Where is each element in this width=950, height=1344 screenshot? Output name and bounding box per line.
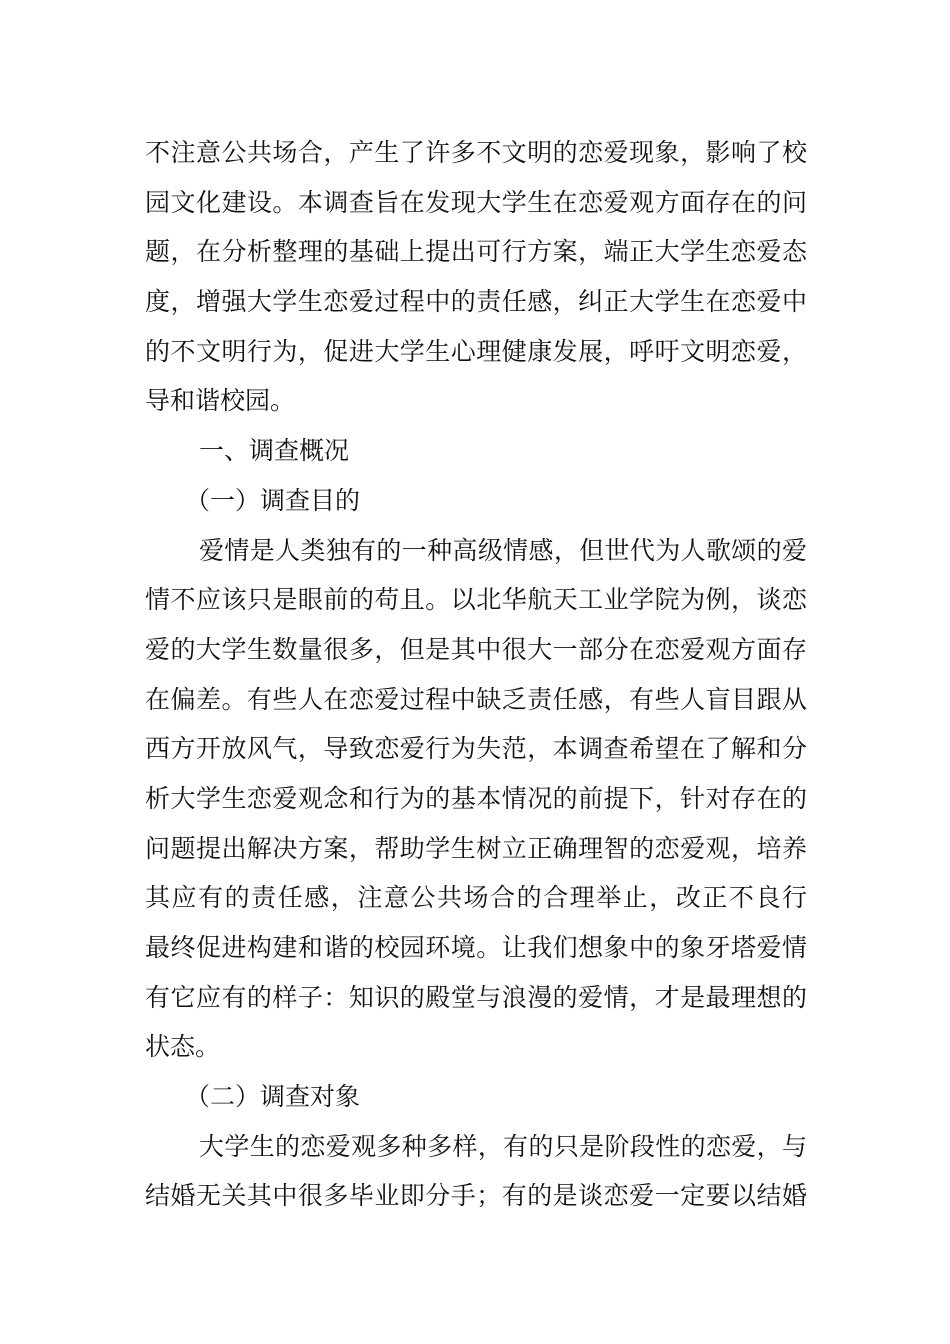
text-line: 爱情是人类独有的一种高级情感，但世代为人歌颂的爱	[199, 535, 807, 565]
text-line: 最终促进构建和谐的校园环境。让我们想象中的象牙塔爱情	[145, 933, 807, 962]
section-heading-overview: 一、调查概况	[199, 436, 350, 466]
text-line: 题，在分析整理的基础上提出可行方案，端正大学生恋爱态	[145, 237, 807, 267]
text-line: 状态。	[145, 1032, 221, 1062]
text-line: 爱的大学生数量很多，但是其中很大一部分在恋爱观方面存	[145, 634, 807, 664]
text-line: 析大学生恋爱观念和行为的基本情况的前提下，针对存在的	[145, 783, 807, 813]
paragraph-purpose	[145, 526, 807, 1073]
text-line: 在偏差。有些人在恋爱过程中缺乏责任感，有些人盲目跟从	[145, 684, 807, 714]
text-line: 的不文明行为，促进大学生心理健康发展，呼吁文明恋爱，	[145, 336, 807, 366]
text-line: 有它应有的样子：知识的殿堂与浪漫的爱情，才是最理想的	[145, 982, 807, 1012]
text-line: 问题提出解决方案，帮助学生树立正确理智的恋爱观，培养	[145, 833, 807, 863]
document-page	[145, 128, 807, 1221]
paragraph-subjects	[145, 1122, 807, 1221]
text-line: 导和谐校园。	[145, 386, 296, 416]
text-line: 度，增强大学生恋爱过程中的责任感，纠正大学生在恋爱中	[145, 287, 807, 317]
subsection-heading-subjects: （二）调查对象	[185, 1082, 361, 1112]
paragraph-intro-continued	[145, 128, 807, 426]
text-line: 不注意公共场合，产生了许多不文明的恋爱现象，影响了校	[145, 138, 807, 167]
text-line: 结婚无关其中很多毕业即分手；有的是谈恋爱一定要以结婚	[145, 1181, 807, 1211]
text-line: 西方开放风气，导致恋爱行为失范，本调查希望在了解和分	[145, 734, 807, 764]
text-line: 园文化建设。本调查旨在发现大学生在恋爱观方面存在的问	[145, 187, 807, 217]
text-line: 大学生的恋爱观多种多样，有的只是阶段性的恋爱，与	[199, 1131, 807, 1161]
text-line: 其应有的责任感，注意公共场合的合理举止，改正不良行	[145, 883, 807, 913]
text-line: 情不应该只是眼前的苟且。以北华航天工业学院为例，谈恋	[145, 585, 807, 615]
subsection-heading-purpose: （一）调查目的	[185, 485, 361, 515]
